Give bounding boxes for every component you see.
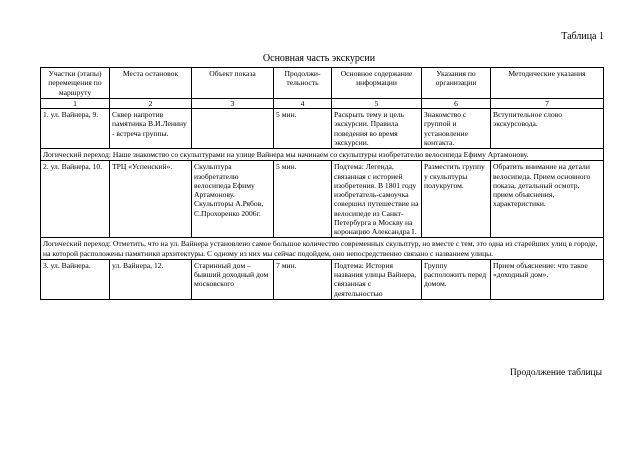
column-number-row bbox=[41, 98, 604, 108]
logical-transition-row bbox=[41, 149, 604, 161]
table-cell: Прием объяснение: что такое «доходный дом». bbox=[491, 259, 604, 299]
table-title: Основная часть экскурсии bbox=[262, 53, 376, 64]
header-cell: Основное содержание информации bbox=[332, 68, 422, 99]
table-cell: ТРЦ «Успенский». bbox=[110, 161, 192, 238]
table-cell: 5 мин. bbox=[274, 161, 332, 238]
column-number: 1 bbox=[41, 98, 110, 108]
column-number: 4 bbox=[274, 98, 332, 108]
table-cell: Скульптура изобретателю велосипеда Ефиму Артамонову. Скульпторы А.Рябов, С.Прохоренко 2006г. bbox=[192, 161, 274, 238]
header-cell: Указания по организации bbox=[422, 68, 491, 99]
logical-transition: Логический переход: Отметить, что на ул. Вайнера установлено самое большое количество современных скульптур, но вместе с тем, это одна из старейших улиц в городе, на которой расположены памятники архитектуры. С одному из них мы сейчас подойдем, оно непосредственно связано с названием улицы. bbox=[41, 238, 604, 260]
table-cell: Старинный дом – бывший доходный дом московского bbox=[192, 259, 274, 299]
table-cell: Вступительное слово экскурсовода. bbox=[491, 109, 604, 149]
header-cell: Методические указания bbox=[491, 68, 604, 99]
table-cell: Подтема: Легенда, связанная с историей изобретения. В 1801 году изобретатель-самоучка совершил путешествие на велосипеде из Санкт-Петербурга в Москву на коронацию Александра I. bbox=[332, 161, 422, 238]
column-number: 7 bbox=[491, 98, 604, 108]
continuation-note: Продолжение таблицы bbox=[509, 368, 602, 378]
table-cell: Сквер напротив памятника В.И.Ленину - встреча группы. bbox=[110, 109, 192, 149]
table-cell: Группу расположить перед домом. bbox=[422, 259, 491, 299]
table-row bbox=[41, 109, 604, 149]
table-row bbox=[41, 259, 604, 299]
table-cell: Разместить группу у скульптуры полукругом. bbox=[422, 161, 491, 238]
header-cell: Участки (этапы) перемещения по маршруту bbox=[41, 68, 110, 99]
header-cell: Места остановок bbox=[110, 68, 192, 99]
table-cell: 7 мин. bbox=[274, 259, 332, 299]
table-cell: Обратить внимание на детали велосипеда. Прием основного показа, детальный осмотр, прием объяснения, характеристики. bbox=[491, 161, 604, 238]
table-number: Таблица 1 bbox=[561, 31, 604, 42]
logical-transition: Логический переход: Наше знакомство со скульптурами на улице Вайнера мы начинаем со скульптуры изобретателю велосипеда Ефиму Артамонову. bbox=[41, 149, 604, 161]
table-cell: 2. ул. Вайнера, 10. bbox=[41, 161, 110, 238]
excursion-table bbox=[40, 67, 604, 300]
column-number: 2 bbox=[110, 98, 192, 108]
table-cell: Подтема: История названия улицы Вайнера, связанная с деятельностью bbox=[332, 259, 422, 299]
logical-transition-row bbox=[41, 238, 604, 260]
table-cell: 1. ул. Вайнера, 9. bbox=[41, 109, 110, 149]
table-cell: 3. ул. Вайнера. bbox=[41, 259, 110, 299]
column-number: 5 bbox=[332, 98, 422, 108]
table-cell: Раскрыть тему и цель экскурсии. Правила поведения во время экскурсии. bbox=[332, 109, 422, 149]
table-row bbox=[41, 161, 604, 238]
header-cell: Объект показа bbox=[192, 68, 274, 99]
header-cell: Продолжи-тельность bbox=[274, 68, 332, 99]
column-number: 3 bbox=[192, 98, 274, 108]
table-cell: Знакомство с группой и установление контакта. bbox=[422, 109, 491, 149]
column-number: 6 bbox=[422, 98, 491, 108]
table-cell bbox=[192, 109, 274, 149]
table-cell: 5 мин. bbox=[274, 109, 332, 149]
header-row bbox=[41, 68, 604, 99]
table-cell: ул. Вайнера, 12. bbox=[110, 259, 192, 299]
